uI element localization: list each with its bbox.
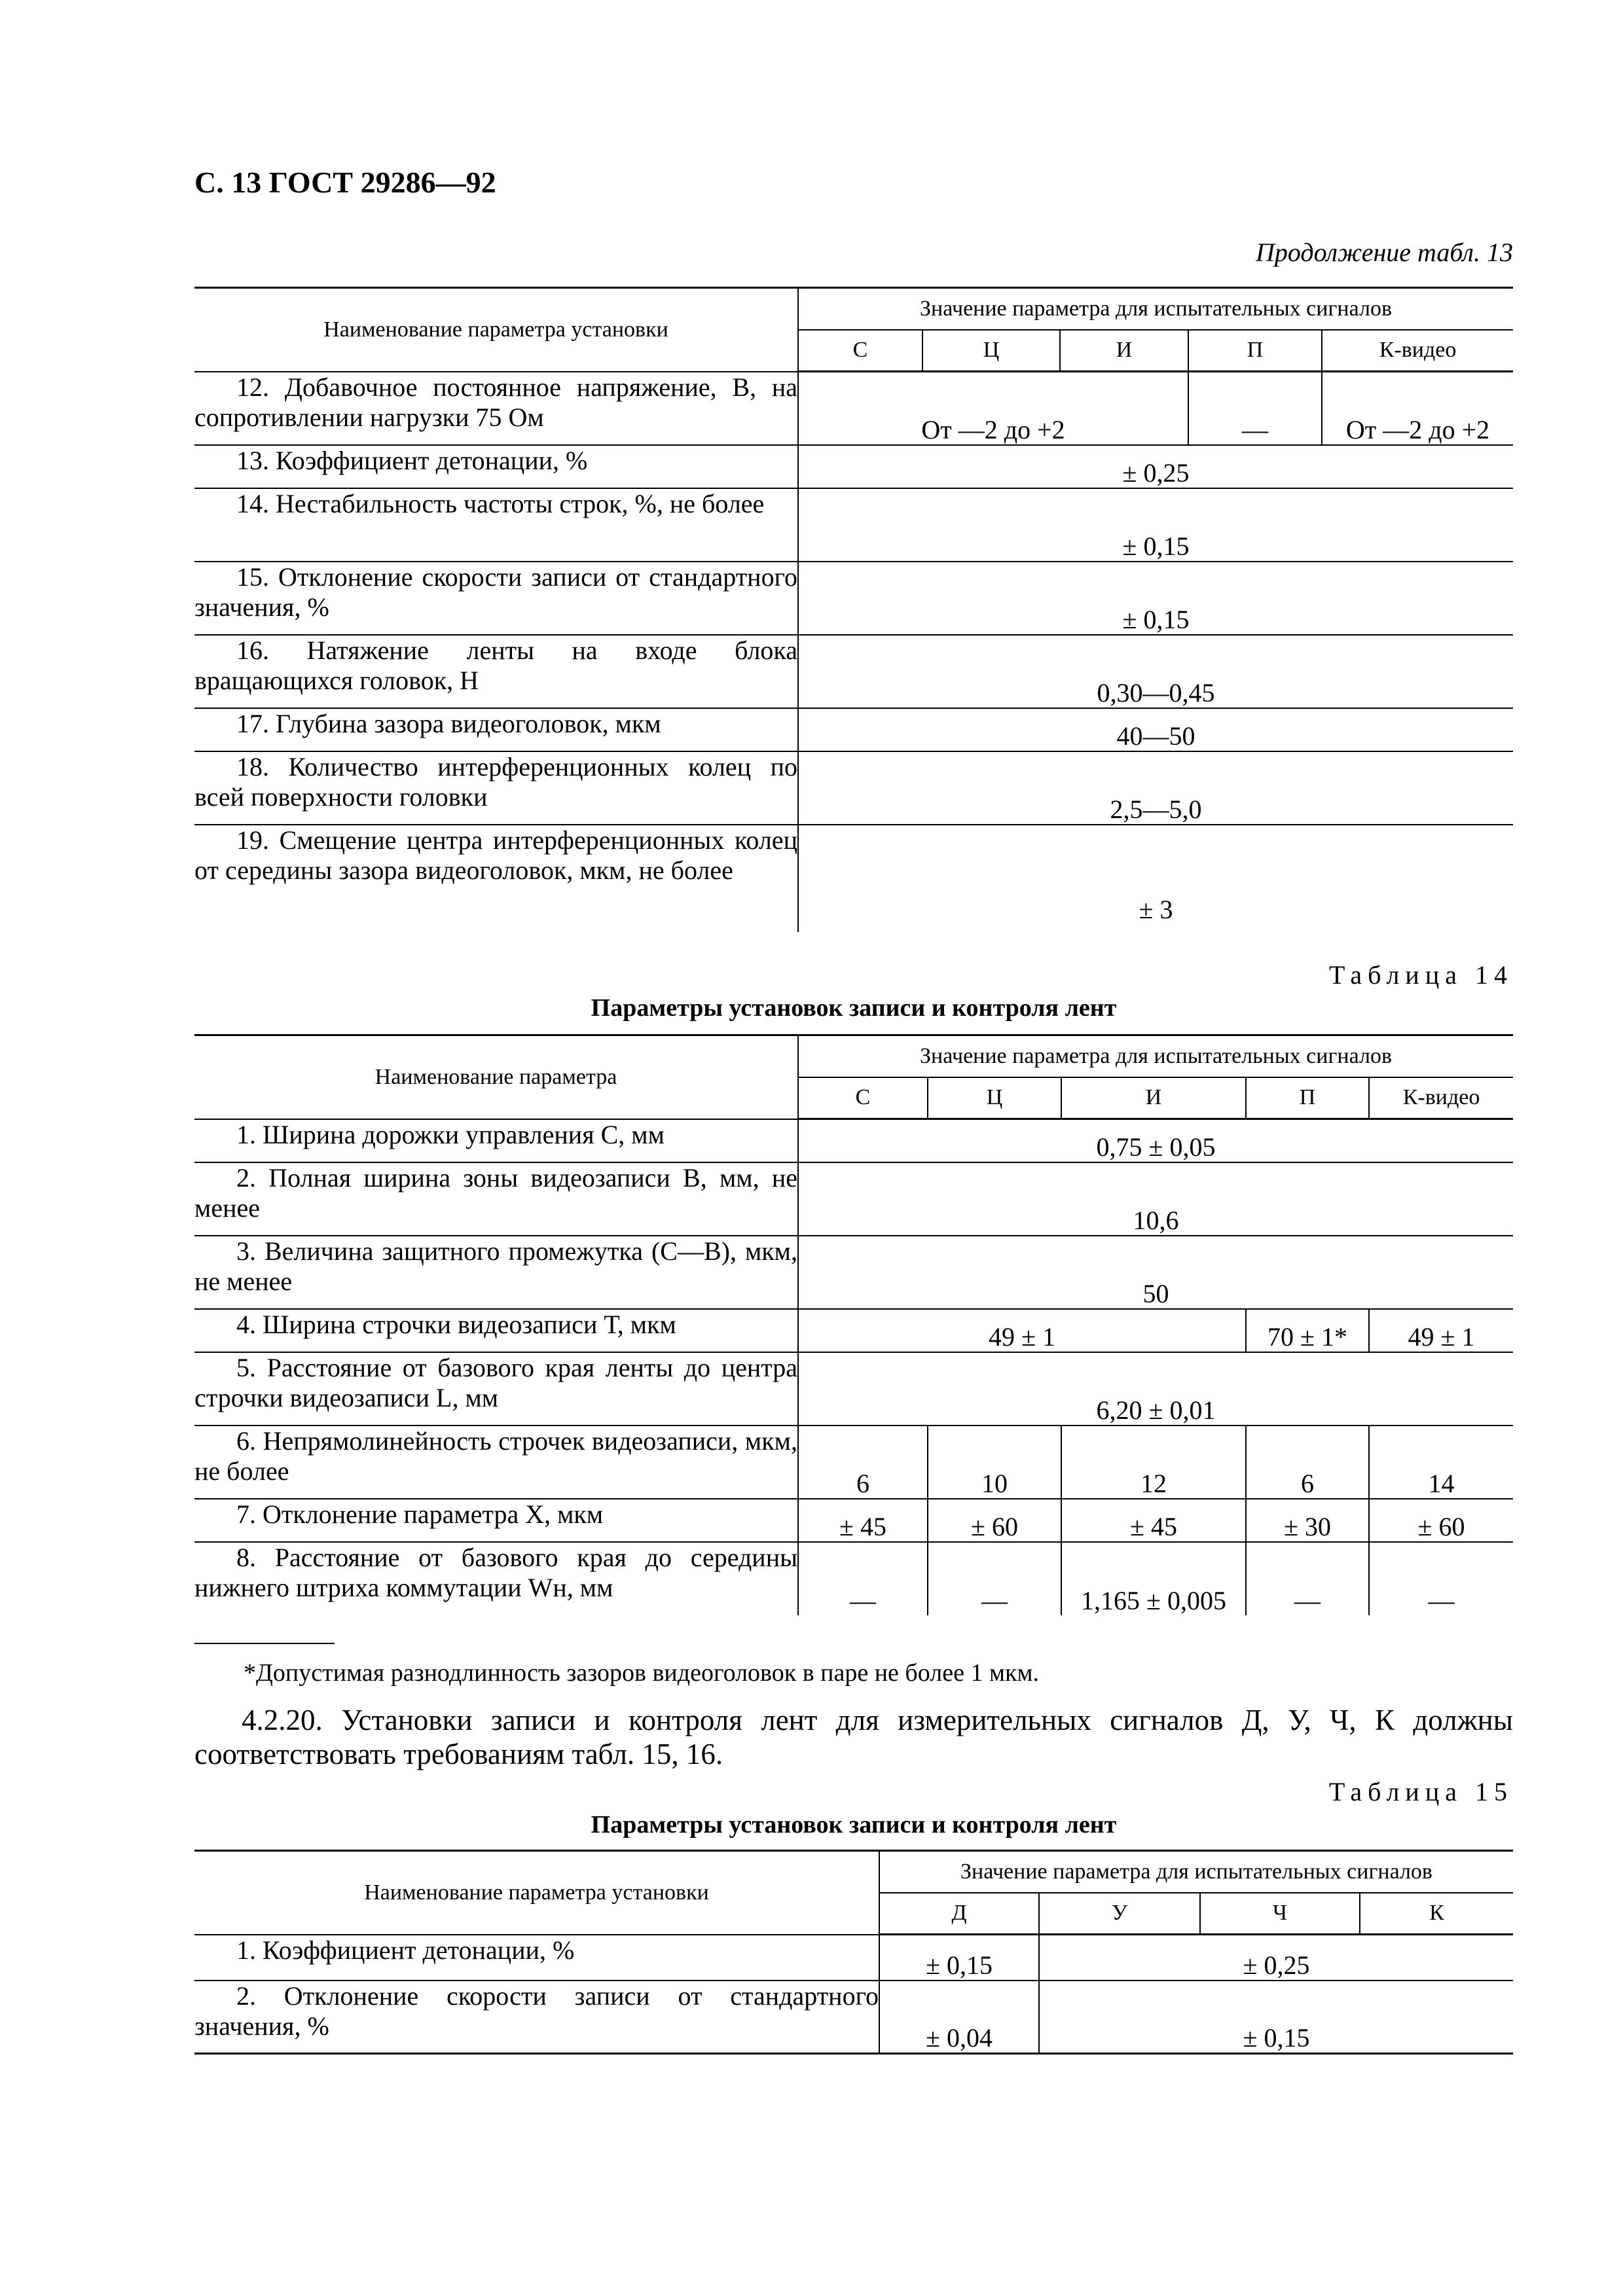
table-row — [194, 1236, 1513, 1309]
row-value: 6 — [1246, 1426, 1369, 1499]
row-value: ± 0,25 — [798, 445, 1513, 488]
row-name: 7. Отклонение параметра X, мкм — [194, 1499, 798, 1542]
table-row — [194, 1981, 1513, 2054]
row-value: 6,20 ± 0,01 — [798, 1352, 1513, 1426]
row-value: ± 0,15 — [798, 562, 1513, 635]
row-name: 2. Полная ширина зоны видеозаписи В, мм, не менее — [194, 1162, 798, 1236]
column-header-name: Наименование параметра установки — [194, 288, 798, 372]
footnote-divider — [194, 1643, 335, 1644]
column-header-signal: Ч — [1200, 1893, 1360, 1935]
row-value: 12 — [1061, 1426, 1246, 1499]
table-row — [194, 1542, 1513, 1615]
table-caption: Параметры установок записи и контроля лент — [591, 1811, 1117, 1839]
row-value: 0,75 ± 0,05 — [798, 1119, 1513, 1162]
row-value: 49 ± 1 — [1369, 1309, 1513, 1352]
table-row — [194, 488, 1513, 562]
table-number: Таблица 15 — [1328, 1777, 1513, 1806]
row-value: ± 0,15 — [1039, 1981, 1513, 2054]
row-value: 70 ± 1* — [1246, 1309, 1369, 1352]
row-value: ± 60 — [1369, 1499, 1513, 1542]
row-value: 6 — [798, 1426, 928, 1499]
row-name: 3. Величина защитного промежутка (С—В), мкм, не менее — [194, 1236, 798, 1309]
column-header-signal: К-видео — [1322, 330, 1513, 372]
column-header-signal: С — [798, 330, 922, 372]
row-name: 8. Расстояние от базового края до середины нижнего штриха коммутации Wн, мм — [194, 1542, 798, 1615]
table-row — [194, 1352, 1513, 1426]
table-row — [194, 562, 1513, 635]
column-group-header: Значение параметра для испытательных сигналов — [798, 288, 1513, 330]
row-value: 0,30—0,45 — [798, 635, 1513, 708]
row-value: ± 60 — [928, 1499, 1061, 1542]
row-value: — — [798, 1542, 928, 1615]
table-14 — [194, 1034, 1513, 1615]
row-value: ± 0,04 — [879, 1981, 1039, 2054]
row-value: 10,6 — [798, 1162, 1513, 1236]
row-value: — — [1369, 1542, 1513, 1615]
row-value: ± 0,15 — [798, 488, 1513, 562]
column-header-signal: К-видео — [1369, 1077, 1513, 1119]
table-row — [194, 751, 1513, 825]
table-row — [194, 1499, 1513, 1542]
table-13 — [194, 287, 1513, 932]
table-15 — [194, 1850, 1513, 2054]
table-row — [194, 825, 1513, 932]
row-name: 2. Отклонение скорости записи от стандартного значения, % — [194, 1981, 879, 2054]
table-number: Таблица 14 — [1328, 960, 1513, 990]
row-value: ± 0,15 — [879, 1935, 1039, 1981]
column-header-signal: П — [1246, 1077, 1369, 1119]
row-value: ± 0,25 — [1039, 1935, 1513, 1981]
row-value: 14 — [1369, 1426, 1513, 1499]
table-row — [194, 1935, 1513, 1981]
table-row — [194, 1426, 1513, 1499]
paragraph-4-2-20: 4.2.20. Установки записи и контроля лент для измерительных сигналов Д, У, Ч, К должны соответствовать требованиям табл. 15, 16. — [194, 1704, 1513, 1770]
table-row — [194, 708, 1513, 751]
row-value: ± 45 — [798, 1499, 928, 1542]
column-header-signal: Ц — [922, 330, 1060, 372]
column-header-signal: Д — [879, 1893, 1039, 1935]
row-value: От —2 до +2 — [798, 372, 1188, 445]
column-group-header: Значение параметра для испытательных сигналов — [879, 1851, 1513, 1893]
row-name: 12. Добавочное постоянное напряжение, В, на сопротивлении нагрузки 75 Ом — [194, 372, 798, 445]
row-value: 40—50 — [798, 708, 1513, 751]
row-value: 2,5—5,0 — [798, 751, 1513, 825]
row-value: От —2 до +2 — [1322, 372, 1513, 445]
column-header-signal: К — [1360, 1893, 1513, 1935]
column-header-signal: И — [1060, 330, 1188, 372]
row-name: 13. Коэффициент детонации, % — [194, 445, 798, 488]
table-row — [194, 1309, 1513, 1352]
table-row — [194, 1119, 1513, 1162]
row-name: 5. Расстояние от базового края ленты до центра строчки видеозаписи L, мм — [194, 1352, 798, 1426]
row-value: 49 ± 1 — [798, 1309, 1246, 1352]
row-value: — — [928, 1542, 1061, 1615]
table-row — [194, 635, 1513, 708]
row-name: 18. Количество интерференционных колец по всей поверхности головки — [194, 751, 798, 825]
column-header-signal: Ц — [928, 1077, 1061, 1119]
row-name: 6. Непрямолинейность строчек видеозаписи, мкм, не более — [194, 1426, 798, 1499]
table-row — [194, 1162, 1513, 1236]
footnote: *Допустимая разнодлинность зазоров видеоголовок в паре не более 1 мкм. — [244, 1659, 1039, 1687]
table-row — [194, 445, 1513, 488]
row-value: — — [1188, 372, 1322, 445]
column-group-header: Значение параметра для испытательных сигналов — [798, 1035, 1513, 1077]
row-value: ± 30 — [1246, 1499, 1369, 1542]
row-value: ± 3 — [798, 825, 1513, 932]
row-value: ± 45 — [1061, 1499, 1246, 1542]
table-continuation-label: Продолжение табл. 13 — [1255, 238, 1513, 267]
row-value: 1,165 ± 0,005 — [1061, 1542, 1246, 1615]
row-name: 19. Смещение центра интерференционных колец от середины зазора видеоголовок, мкм, не более — [194, 825, 798, 932]
column-header-signal: У — [1039, 1893, 1200, 1935]
row-name: 17. Глубина зазора видеоголовок, мкм — [194, 708, 798, 751]
column-header-name: Наименование параметра — [194, 1035, 798, 1119]
column-header-signal: П — [1188, 330, 1322, 372]
row-name: 14. Нестабильность частоты строк, %, не более — [194, 488, 798, 562]
row-name: 4. Ширина строчки видеозаписи Т, мкм — [194, 1309, 798, 1352]
row-value: — — [1246, 1542, 1369, 1615]
table-row — [194, 372, 1513, 445]
row-value: 50 — [798, 1236, 1513, 1309]
column-header-signal: С — [798, 1077, 928, 1119]
row-name: 1. Коэффициент детонации, % — [194, 1935, 879, 1981]
row-name: 1. Ширина дорожки управления С, мм — [194, 1119, 798, 1162]
row-name: 15. Отклонение скорости записи от стандартного значения, % — [194, 562, 798, 635]
column-header-name: Наименование параметра установки — [194, 1851, 879, 1935]
page-header: С. 13 ГОСТ 29286—92 — [194, 166, 496, 199]
row-value: 10 — [928, 1426, 1061, 1499]
column-header-signal: И — [1061, 1077, 1246, 1119]
table-caption: Параметры установок записи и контроля лент — [591, 994, 1117, 1022]
row-name: 16. Натяжение ленты на входе блока вращающихся головок, Н — [194, 635, 798, 708]
